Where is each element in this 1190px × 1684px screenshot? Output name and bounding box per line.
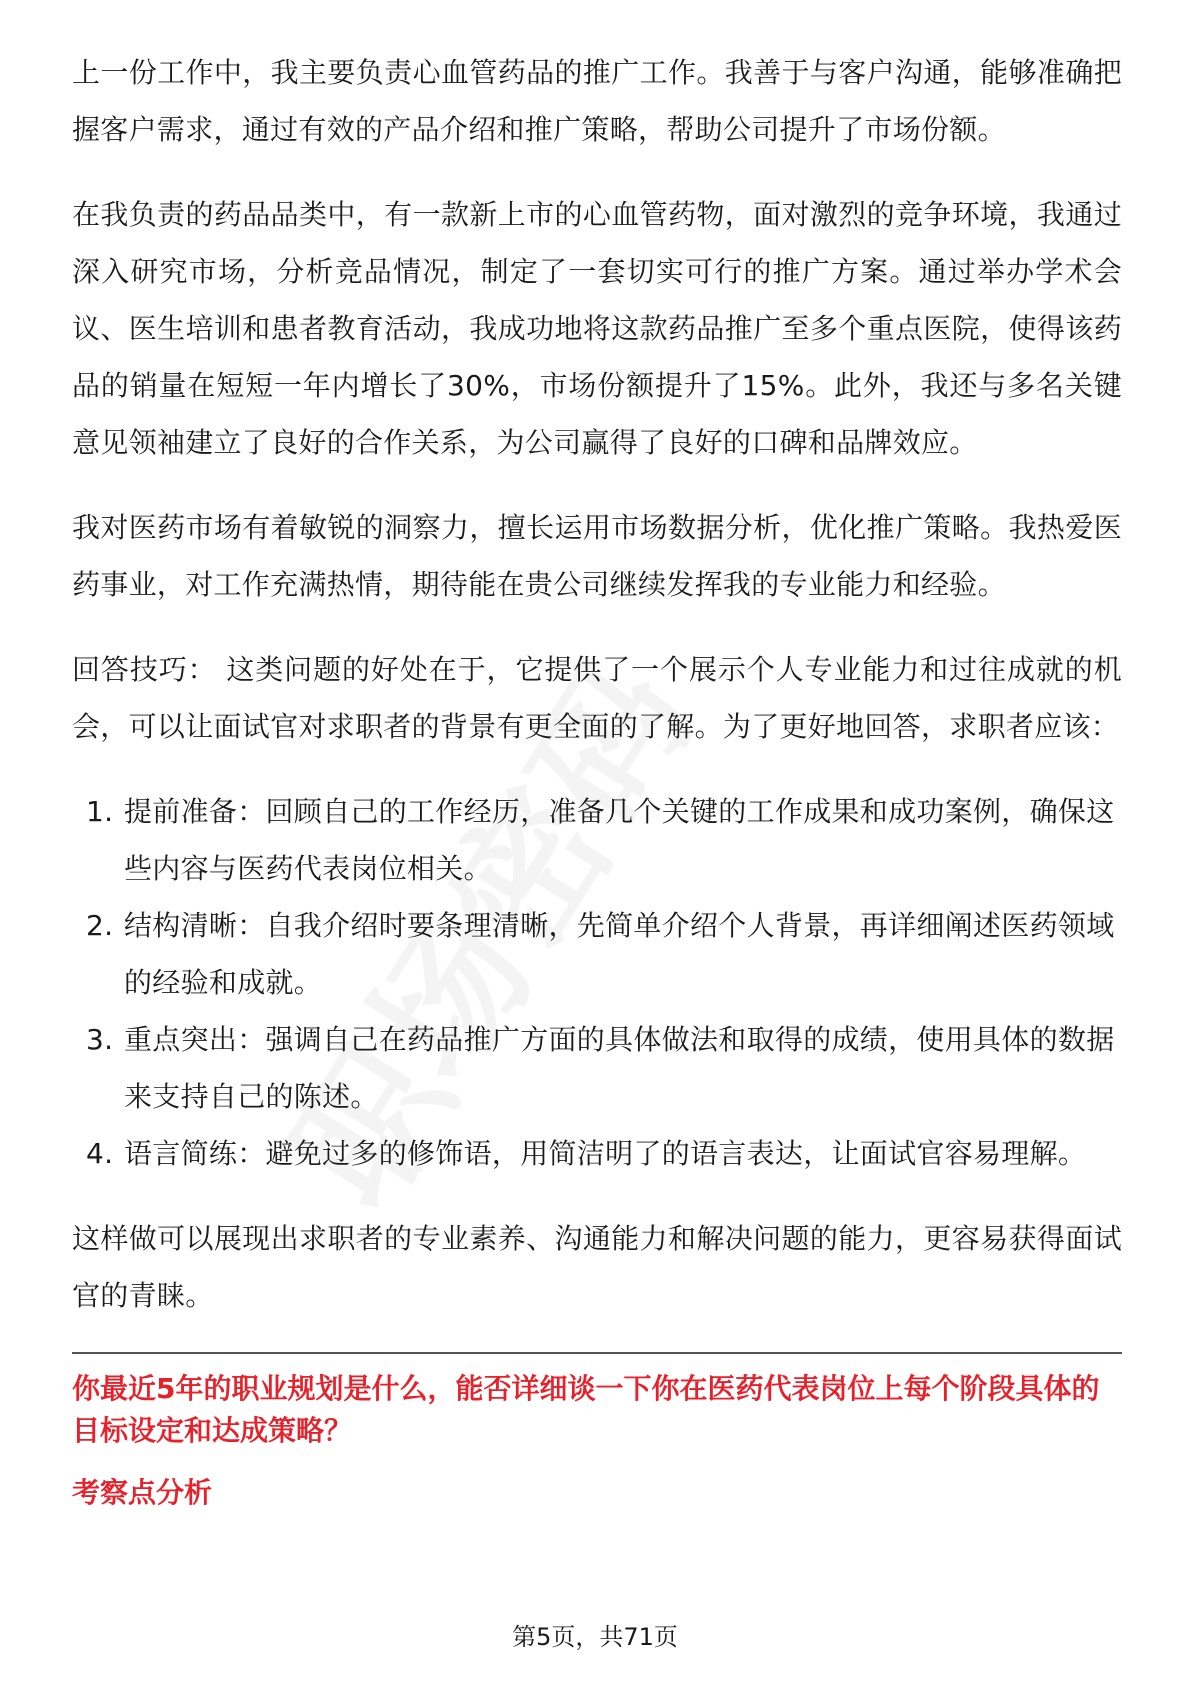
answer-paragraph-2: 在我负责的药品品类中，有一款新上市的心血管药物，面对激烈的竞争环境，我通过深入研究市场，分析竞品情况，制定了一套切实可行的推广方案。通过举办学术会议、医生培训和患者教育活动，我成功地将这款药品推广至多个重点医院，使得该药品的销量在短短一年内增长了30%，市场份额提升了15%。此外，我还与多名关键意见领袖建立了良好的合作关系，为公司赢得了良好的口碑和品牌效应。 xyxy=(72,198,1122,459)
answer-paragraph-3: 我对医药市场有着敏锐的洞察力，擅长运用市场数据分析，优化推广策略。我热爱医药事业，对工作充满热情，期待能在贵公司继续发挥我的专业能力和经验。 xyxy=(72,511,1122,601)
list-item xyxy=(72,897,1122,1011)
list-item xyxy=(72,1125,1122,1182)
next-question-heading: 你最近5年的职业规划是什么，能否详细谈一下你在医药代表岗位上每个阶段具体的目标设定和达成策略？ xyxy=(72,1372,1100,1447)
list-number: 2. xyxy=(86,909,114,942)
list-number: 3. xyxy=(86,1023,114,1056)
list-text: 重点突出：强调自己在药品推广方面的具体做法和取得的成绩，使用具体的数据来支持自己的陈述。 xyxy=(124,1023,1115,1113)
tips-list xyxy=(72,783,1122,1182)
list-item xyxy=(72,1011,1122,1125)
section-divider xyxy=(72,1352,1122,1354)
list-text: 提前准备：回顾自己的工作经历，准备几个关键的工作成果和成功案例，确保这些内容与医药代表岗位相关。 xyxy=(124,795,1115,885)
page-content xyxy=(72,44,1122,1514)
list-number: 1. xyxy=(86,795,114,828)
closing-paragraph: 这样做可以展现出求职者的专业素养、沟通能力和解决问题的能力，更容易获得面试官的青睐。 xyxy=(72,1222,1122,1312)
answer-tips-intro: 回答技巧： 这类问题的好处在于，它提供了一个展示个人专业能力和过往成就的机会，可以让面试官对求职者的背景有更全面的了解。为了更好地回答，求职者应该： xyxy=(72,653,1122,743)
analysis-section-label: 考察点分析 xyxy=(72,1476,213,1509)
list-text: 语言简练：避免过多的修饰语，用简洁明了的语言表达，让面试官容易理解。 xyxy=(124,1137,1087,1170)
answer-paragraph-1: 上一份工作中，我主要负责心血管药品的推广工作。我善于与客户沟通，能够准确把握客户需求，通过有效的产品介绍和推广策略，帮助公司提升了市场份额。 xyxy=(72,56,1122,146)
list-item xyxy=(72,783,1122,897)
list-number: 4. xyxy=(86,1137,114,1170)
list-text: 结构清晰：自我介绍时要条理清晰，先简单介绍个人背景，再详细阐述医药领域的经验和成就。 xyxy=(124,909,1115,999)
page-footer: 第5页，共71页 xyxy=(512,1623,678,1651)
